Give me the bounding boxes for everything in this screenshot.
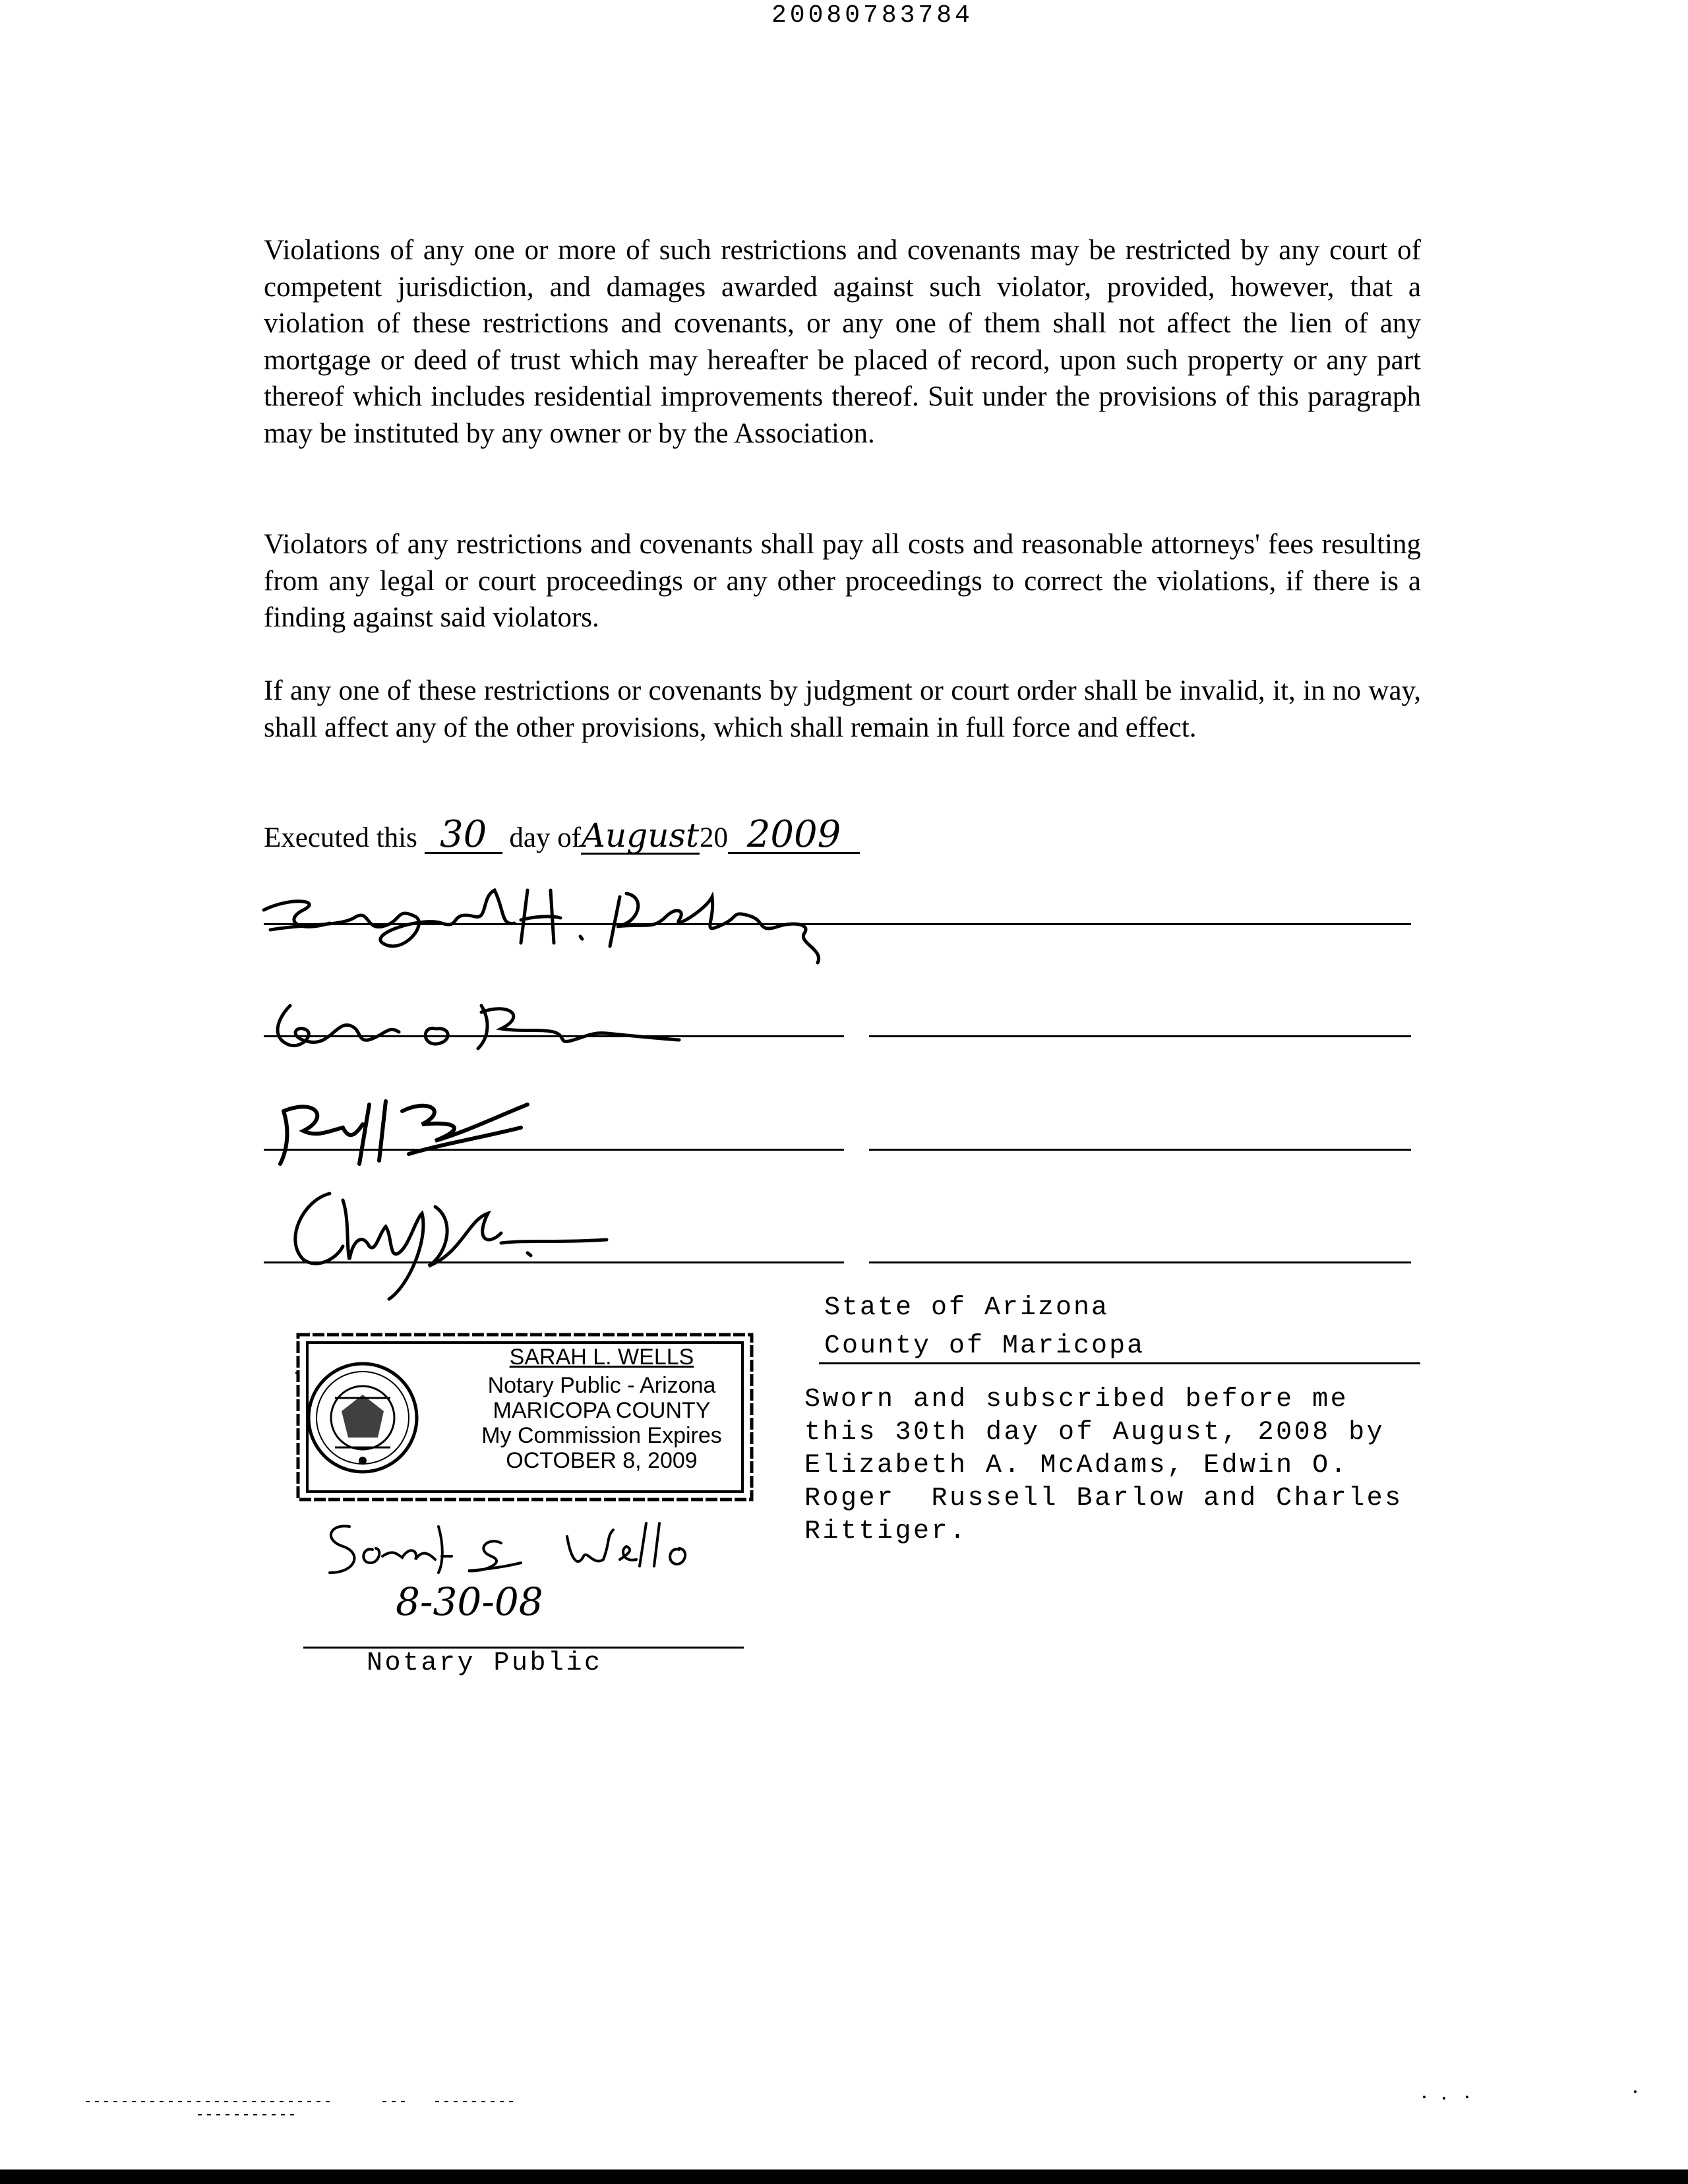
stamp-commission: My Commission Expires (481, 1423, 722, 1448)
venue-block (824, 1289, 1145, 1366)
executed-month: August (581, 816, 700, 855)
scan-artifacts (0, 2077, 1688, 2169)
executed-day-of: day of (509, 822, 582, 853)
venue-underline (819, 1362, 1420, 1364)
state-seal-icon (309, 1364, 417, 1472)
jurat-line: Sworn and subscribed before me (804, 1385, 1349, 1414)
venue-state: State of Arizona (824, 1293, 1110, 1323)
signature-charles-rittiger (277, 1180, 620, 1312)
jurat-text (804, 1383, 1464, 1548)
executed-day: 30 (425, 818, 502, 854)
stamp-expiration: OCTOBER 8, 2009 (506, 1448, 698, 1473)
page-bottom-border (0, 2169, 1688, 2184)
signature-line-3-right (869, 1149, 1411, 1151)
notary-label: Notary Public (367, 1649, 603, 1678)
venue-county: County of Maricopa (824, 1331, 1145, 1361)
signature-line-4-right (869, 1261, 1411, 1263)
execution-line (264, 813, 860, 856)
signature-edwin-roger (264, 992, 686, 1058)
stamp-notary-title: Notary Public - Arizona (487, 1373, 716, 1398)
signature-elizabeth-mcadams (251, 870, 910, 969)
executed-year: 2009 (728, 818, 860, 854)
executed-prefix: Executed this (264, 822, 417, 853)
jurat-line: Rittiger. (804, 1517, 968, 1546)
paragraph-violations: Violations of any one or more of such restrictions and covenants may be restricted by any court of competent jurisdiction, and damages awarded against such violator, provided, however, that a violation of these restrictions and covenants, or any one of them shall not affect the lien of any mortgage or deed of trust which may hereafter be placed of record, upon such property or any part thereof which includes residential improvements thereof. Suit under the provisions of this paragraph may be instituted by any owner or by the Association. (264, 235, 1421, 449)
notary-signature (310, 1510, 706, 1583)
jurat-line: Roger Russell Barlow and Charles (804, 1484, 1403, 1513)
stamp-county: MARICOPA COUNTY (493, 1398, 711, 1423)
signature-russell-barlow (270, 1091, 567, 1170)
signature-line-2-right (869, 1035, 1411, 1037)
paragraph-costs: Violators of any restrictions and covenants shall pay all costs and reasonable attorneys' fees resulting from any legal or court proceedings or any other proceedings to correct the violations, if there is a finding against said violators. (264, 529, 1421, 633)
document-number: 20080783784 (771, 1, 973, 30)
paragraph-severability: If any one of these restrictions or covenants by judgment or court order shall be invalid, it, in no way, shall affect any of the other provisions, which shall remain in full force and effect. (264, 675, 1421, 743)
notary-date: 8-30-08 (396, 1579, 543, 1624)
stamp-notary-name: SARAH L. WELLS (509, 1345, 694, 1370)
jurat-line: Elizabeth A. McAdams, Edwin O. (804, 1451, 1349, 1480)
executed-year-prefix: 20 (700, 822, 729, 853)
jurat-line: this 30th day of August, 2008 by (804, 1418, 1385, 1447)
